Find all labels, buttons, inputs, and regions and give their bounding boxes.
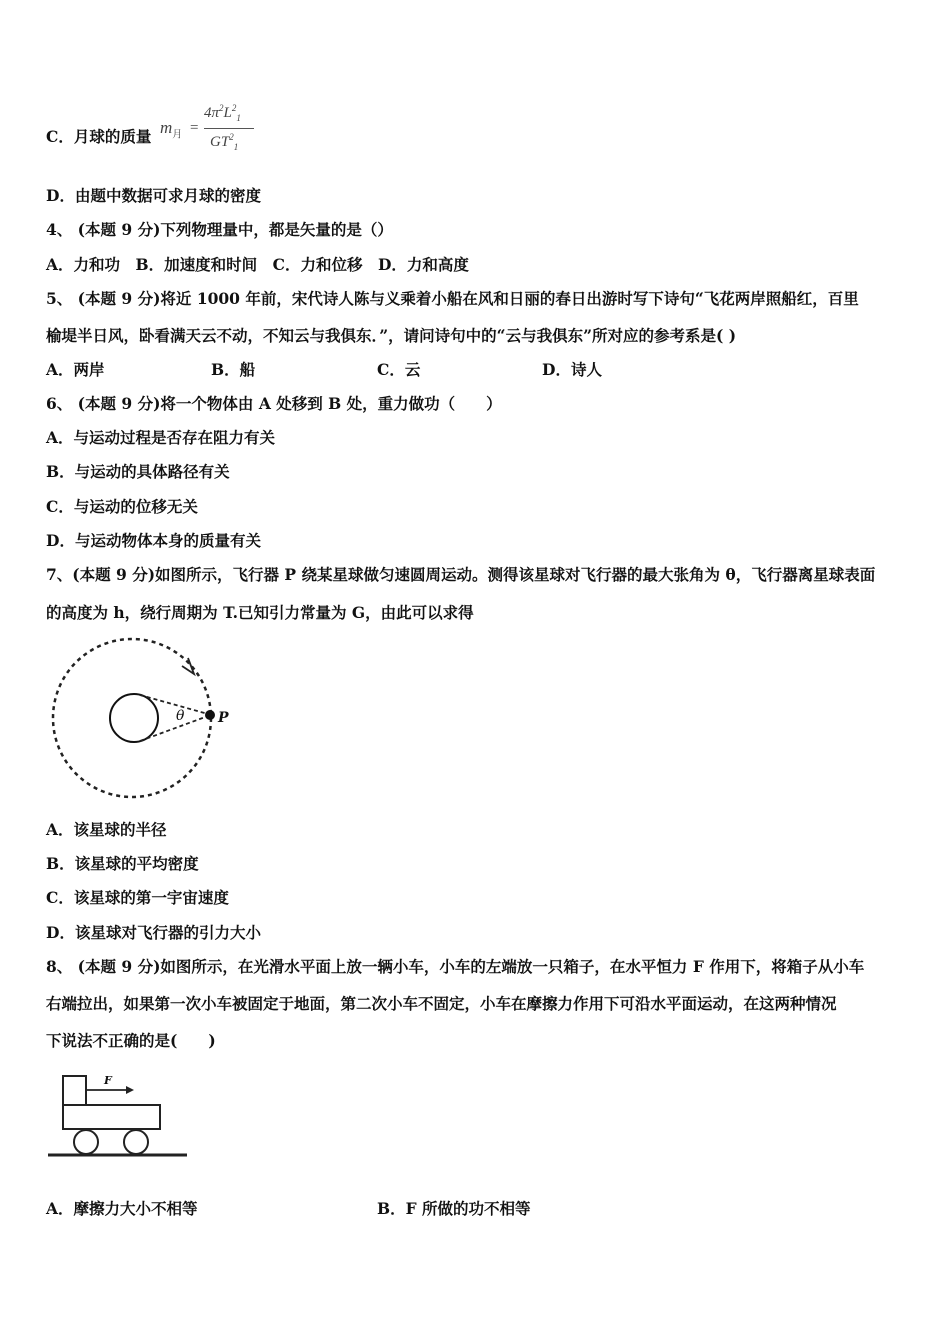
orbit-circle bbox=[53, 639, 211, 797]
q7-option-d: D．该星球对飞行器的引力大小 bbox=[46, 923, 261, 942]
q5-stem-line1: 5、 (本题 9 分)将近 1000 年前，宋代诗人陈与义乘着小船在风和日丽的春日出游时写下诗句“飞花两岸照船红，百里 bbox=[46, 289, 859, 308]
force-label: F bbox=[104, 1074, 112, 1087]
spacecraft-dot bbox=[205, 710, 215, 720]
q8-stem-line3: 下说法不正确的是( ) bbox=[46, 1031, 216, 1050]
q7-option-c: C．该星球的第一宇宙速度 bbox=[46, 888, 229, 907]
q6-option-b: B．与运动的具体路径有关 bbox=[46, 462, 230, 481]
q5-option-d: D．诗人 bbox=[542, 360, 602, 379]
cart-diagram bbox=[44, 1068, 194, 1163]
q7-option-a: A．该星球的半径 bbox=[46, 820, 167, 839]
formula-lhs: $m_月$ bbox=[160, 118, 183, 141]
theta-label: θ bbox=[176, 708, 185, 724]
p-label: P bbox=[218, 710, 229, 726]
cart-body bbox=[63, 1105, 160, 1129]
tangent-line-lower bbox=[140, 716, 208, 741]
q7-stem-line1: 7、(本题 9 分)如图所示，飞行器 P 绕某星球做匀速圆周运动。测得该星球对飞行器的最大张角为 θ，飞行器离星球表面 bbox=[46, 565, 876, 584]
q4-stem: 4、 (本题 9 分)下列物理量中，都是矢量的是（） bbox=[46, 220, 393, 239]
direction-arrow bbox=[182, 658, 194, 674]
q7-stem-line2: 的高度为 h，绕行周期为 T.已知引力常量为 G，由此可以求得 bbox=[46, 603, 474, 622]
q3-option-c: C．月球的质量 bbox=[46, 127, 152, 146]
wheel-right bbox=[124, 1130, 148, 1154]
q8-option-b: B．F 所做的功不相等 bbox=[377, 1199, 531, 1218]
force-arrowhead bbox=[126, 1086, 134, 1094]
formula-numerator: $4\pi^2L^2_1$ bbox=[204, 103, 241, 123]
formula-denominator: $GT^2_1$ bbox=[210, 132, 239, 152]
q6-option-c: C．与运动的位移无关 bbox=[46, 497, 198, 516]
q3-option-d: D．由题中数据可求月球的密度 bbox=[46, 186, 261, 205]
q8-stem-line1: 8、 (本题 9 分)如图所示，在光滑水平面上放一辆小车，小车的左端放一只箱子，在水平恒力 F 作用下，将箱子从小车 bbox=[46, 957, 865, 976]
q7-option-b: B．该星球的平均密度 bbox=[46, 854, 199, 873]
q8-option-a: A．摩擦力大小不相等 bbox=[46, 1199, 198, 1218]
q5-option-b: B．船 bbox=[211, 360, 256, 379]
q5-option-c: C．云 bbox=[377, 360, 421, 379]
orbit-diagram bbox=[48, 638, 229, 803]
q6-option-d: D．与运动物体本身的质量有关 bbox=[46, 531, 261, 550]
wheel-left bbox=[74, 1130, 98, 1154]
planet-circle bbox=[110, 694, 158, 742]
q4-options: A．力和功 B．加速度和时间 C．力和位移 D．力和高度 bbox=[46, 255, 469, 274]
q6-option-a: A．与运动过程是否存在阻力有关 bbox=[46, 428, 276, 447]
q6-stem: 6、 (本题 9 分)将一个物体由 A 处移到 B 处，重力做功（ ） bbox=[46, 394, 502, 413]
q5-stem-line2: 榆堤半日风，卧看满天云不动，不知云与我俱东．”，请问诗句中的“云与我俱东”所对应的参考系是( ) bbox=[46, 326, 737, 345]
box bbox=[63, 1076, 86, 1105]
moon-mass-formula: $m_月$ = $4\pi^2L^2_1$ $GT^2_1$ bbox=[160, 100, 270, 160]
tangent-line-upper bbox=[140, 695, 208, 714]
q8-stem-line2: 右端拉出，如果第一次小车被固定于地面，第二次小车不固定，小车在摩擦力作用下可沿水平面运动，在这两种情况 bbox=[46, 994, 837, 1013]
q5-option-a: A．两岸 bbox=[46, 360, 105, 379]
